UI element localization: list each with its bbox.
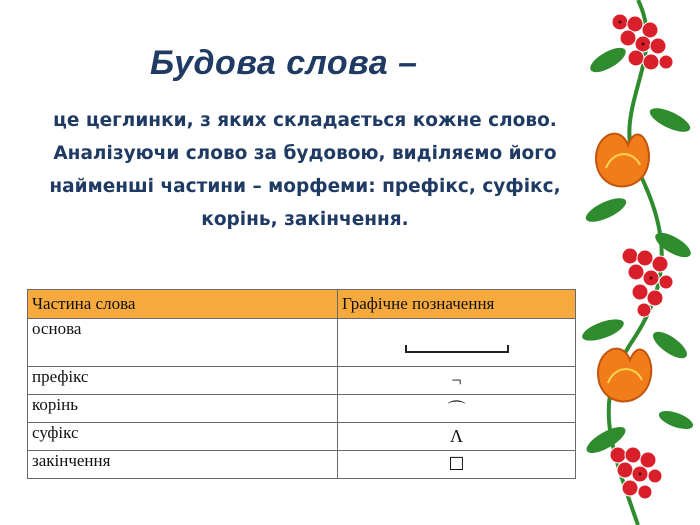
- cell-part: суфікс: [28, 423, 338, 451]
- table-row: [28, 319, 576, 367]
- cell-part: префікс: [28, 367, 338, 395]
- header-part: Частина слова: [28, 290, 338, 319]
- table-row: [28, 367, 576, 395]
- table-row: [28, 423, 576, 451]
- ending-symbol-icon: ☐: [338, 451, 576, 479]
- header-symbol: Графічне позначення: [338, 290, 576, 319]
- cell-part: закінчення: [28, 451, 338, 479]
- prefix-symbol-icon: ¬: [338, 367, 576, 395]
- cell-symbol: [338, 319, 576, 367]
- morpheme-table: [27, 289, 576, 479]
- root-symbol-icon: ⌒: [338, 395, 576, 423]
- base-symbol-icon: [405, 345, 509, 353]
- definition-text: це цеглинки, з яких складається кожне слово. Аналізуючи слово за будовою, виділяємо його найменші частини – морфеми: префікс, суфікс, корінь, закінчення.: [49, 110, 561, 230]
- table-row: [28, 451, 576, 479]
- cell-part: основа: [28, 319, 338, 367]
- cell-part: корінь: [28, 395, 338, 423]
- table-header-row: [28, 290, 576, 319]
- slide-title: Будова слова –: [150, 44, 418, 82]
- table-row: [28, 395, 576, 423]
- suffix-symbol-icon: Λ: [338, 423, 576, 451]
- floral-ornament-icon: [578, 0, 700, 525]
